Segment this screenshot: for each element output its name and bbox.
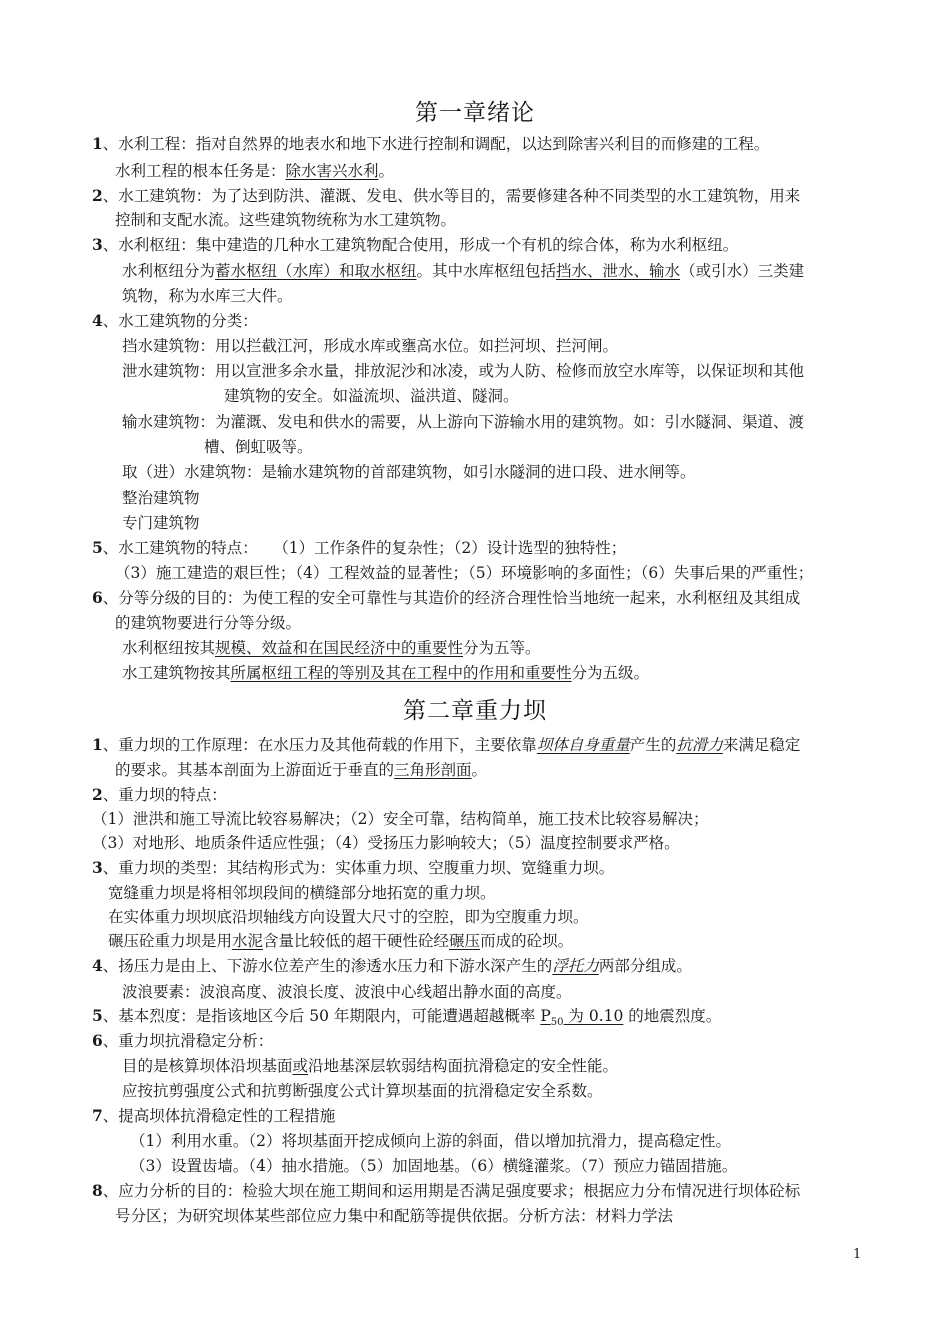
chapter-1-title: 第一章绪论 bbox=[415, 100, 535, 126]
item-5-line: 5、水工建筑物的特点： （1）工作条件的复杂性；（2）设计选型的独特性； bbox=[92, 538, 627, 557]
item-2-line: 2、水工建筑物：为了达到防洪、灌溉、发电、供水等目的，需要修建各种不同类型的水工建筑物，用来 bbox=[92, 186, 801, 205]
item-3-sub-cont: 筑物，称为水库三大件。 bbox=[122, 287, 293, 305]
gd-item-7-measures-a: （1）利用水重。（2）将坝基面开挖成倾向上游的斜面，借以增加抗滑力，提高稳定性。 bbox=[130, 1132, 731, 1150]
item-4-line: 4、水工建筑物的分类： bbox=[92, 311, 258, 330]
chapter-2-title: 第二章重力坝 bbox=[403, 698, 547, 724]
item-6-line: 6、分等分级的目的：为使工程的安全可靠性与其造价的经济合理性恰当地统一起来，水利枢纽及其组成 bbox=[92, 588, 801, 607]
gd-item-8-cont: 号分区；为研究坝体某些部位应力集中和配筋等提供依据。分析方法：材料力学法 bbox=[115, 1207, 674, 1225]
page-number: 1 bbox=[853, 1247, 862, 1262]
gd-item-7-measures-b: （3）设置齿墙。（4）抽水措施。（5）加固地基。（6）横缝灌浆。（7）预应力锚固措施。 bbox=[130, 1157, 738, 1175]
item-4-retaining: 挡水建筑物：用以拦截江河，形成水库或壅高水位。如拦河坝、拦河闸。 bbox=[122, 337, 619, 355]
item-3-line: 3、水利枢纽：集中建造的几种水工建筑物配合使用，形成一个有机的综合体，称为水利枢纽。 bbox=[92, 235, 739, 254]
gd-item-2-features-b: （3）对地形、地质条件适应性强；（4）受扬压力影响较大；（5）温度控制要求严格。 bbox=[92, 834, 680, 852]
gd-item-3-line: 3、重力坝的类型：其结构形式为：实体重力坝、空腹重力坝、宽缝重力坝。 bbox=[92, 858, 615, 877]
item-3-sub-line: 水利枢纽分为蓄水枢纽（水库）和取水枢纽。其中水库枢纽包括挡水、泄水、输水（或引水）三类建 bbox=[122, 262, 805, 280]
item-4-special: 专门建筑物 bbox=[122, 514, 200, 532]
item-4-discharge-cont: 建筑物的安全。如溢流坝、溢洪道、隧洞。 bbox=[224, 387, 519, 405]
gd-item-4-line: 4、扬压力是由上、下游水位差产生的渗透水压力和下游水深产生的浮托力两部分组成。 bbox=[92, 956, 692, 975]
item-4-intake: 取（进）水建筑物：是输水建筑物的首部建筑物，如引水隧洞的进口段、进水闸等。 bbox=[122, 463, 696, 481]
gd-item-3-rcc: 碾压砼重力坝是用水泥含量比较低的超干硬性砼经碾压而成的砼坝。 bbox=[108, 932, 574, 950]
gd-item-1-cont: 的要求。其基本剖面为上游面近于垂直的三角形剖面。 bbox=[115, 761, 488, 779]
item-6-cont: 的建筑物要进行分等分级。 bbox=[115, 614, 302, 632]
gd-item-2-features-a: （1）泄洪和施工导流比较容易解决；（2）安全可靠，结构简单，施工技术比较容易解决； bbox=[92, 810, 709, 828]
gd-item-6-method: 应按抗剪强度公式和抗剪断强度公式计算坝基面的抗滑稳定安全系数。 bbox=[122, 1082, 603, 1100]
gd-item-3-wide-joint: 宽缝重力坝是将相邻坝段间的横缝部分地拓宽的重力坝。 bbox=[108, 884, 496, 902]
item-4-conveyance: 输水建筑物：为灌溉、发电和供水的需要，从上游向下游输水用的建筑物。如：引水隧洞、渠道、渡 bbox=[122, 413, 805, 431]
item-4-training: 整治建筑物 bbox=[122, 489, 200, 507]
item-6-structure-grade: 水工建筑物按其所属枢纽工程的等别及其在工程中的作用和重要性分为五级。 bbox=[122, 664, 650, 682]
gd-item-5-line: 5、基本烈度：是指该地区今后 50 年期限内，可能遭遇超越概率 $P_{50}$ 为 0.10 的地震烈度。 bbox=[92, 1006, 722, 1029]
gd-item-7-line: 7、提高坝体抗滑稳定性的工程措施 bbox=[92, 1106, 336, 1125]
gd-item-4-wave: 波浪要素：波浪高度、波浪长度、波浪中心线超出静水面的高度。 bbox=[122, 983, 572, 1001]
item-4-discharge: 泄水建筑物：用以宣泄多余水量，排放泥沙和冰凌，或为人防、检修而放空水库等，以保证坝和其他 bbox=[122, 362, 805, 380]
item-2-cont: 控制和支配水流。这些建筑物统称为水工建筑物。 bbox=[115, 211, 457, 229]
item-4-conveyance-cont: 槽、倒虹吸等。 bbox=[204, 438, 313, 456]
item-1-task-line: 水利工程的根本任务是：除水害兴水利。 bbox=[115, 162, 395, 180]
gd-item-6-purpose: 目的是核算坝体沿坝基面或沿地基深层软弱结构面抗滑稳定的安全性能。 bbox=[122, 1057, 619, 1075]
gd-item-2-line: 2、重力坝的特点： bbox=[92, 785, 227, 804]
item-6-hub-grade: 水利枢纽按其规模、效益和在国民经济中的重要性分为五等。 bbox=[122, 639, 541, 657]
item-1-line: 1、水利工程：指对自然界的地表水和地下水进行控制和调配，以达到除害兴利目的而修建的工程。 bbox=[92, 134, 770, 153]
item-5-cont: （3）施工建造的艰巨性；（4）工程效益的显著性；（5）环境影响的多面性；（6）失事后果的严重性； bbox=[115, 564, 814, 582]
gd-item-3-hollow: 在实体重力坝坝底沿坝轴线方向设置大尺寸的空腔，即为空腹重力坝。 bbox=[108, 908, 589, 926]
gd-item-1-line: 1、重力坝的工作原理：在水压力及其他荷载的作用下，主要依靠坝体自身重量产生的抗滑力来满足稳定 bbox=[92, 735, 801, 754]
gd-item-8-line: 8、应力分析的目的：检验大坝在施工期间和运用期是否满足强度要求；根据应力分布情况进行坝体砼标 bbox=[92, 1181, 801, 1200]
gd-item-6-line: 6、重力坝抗滑稳定分析： bbox=[92, 1031, 274, 1050]
